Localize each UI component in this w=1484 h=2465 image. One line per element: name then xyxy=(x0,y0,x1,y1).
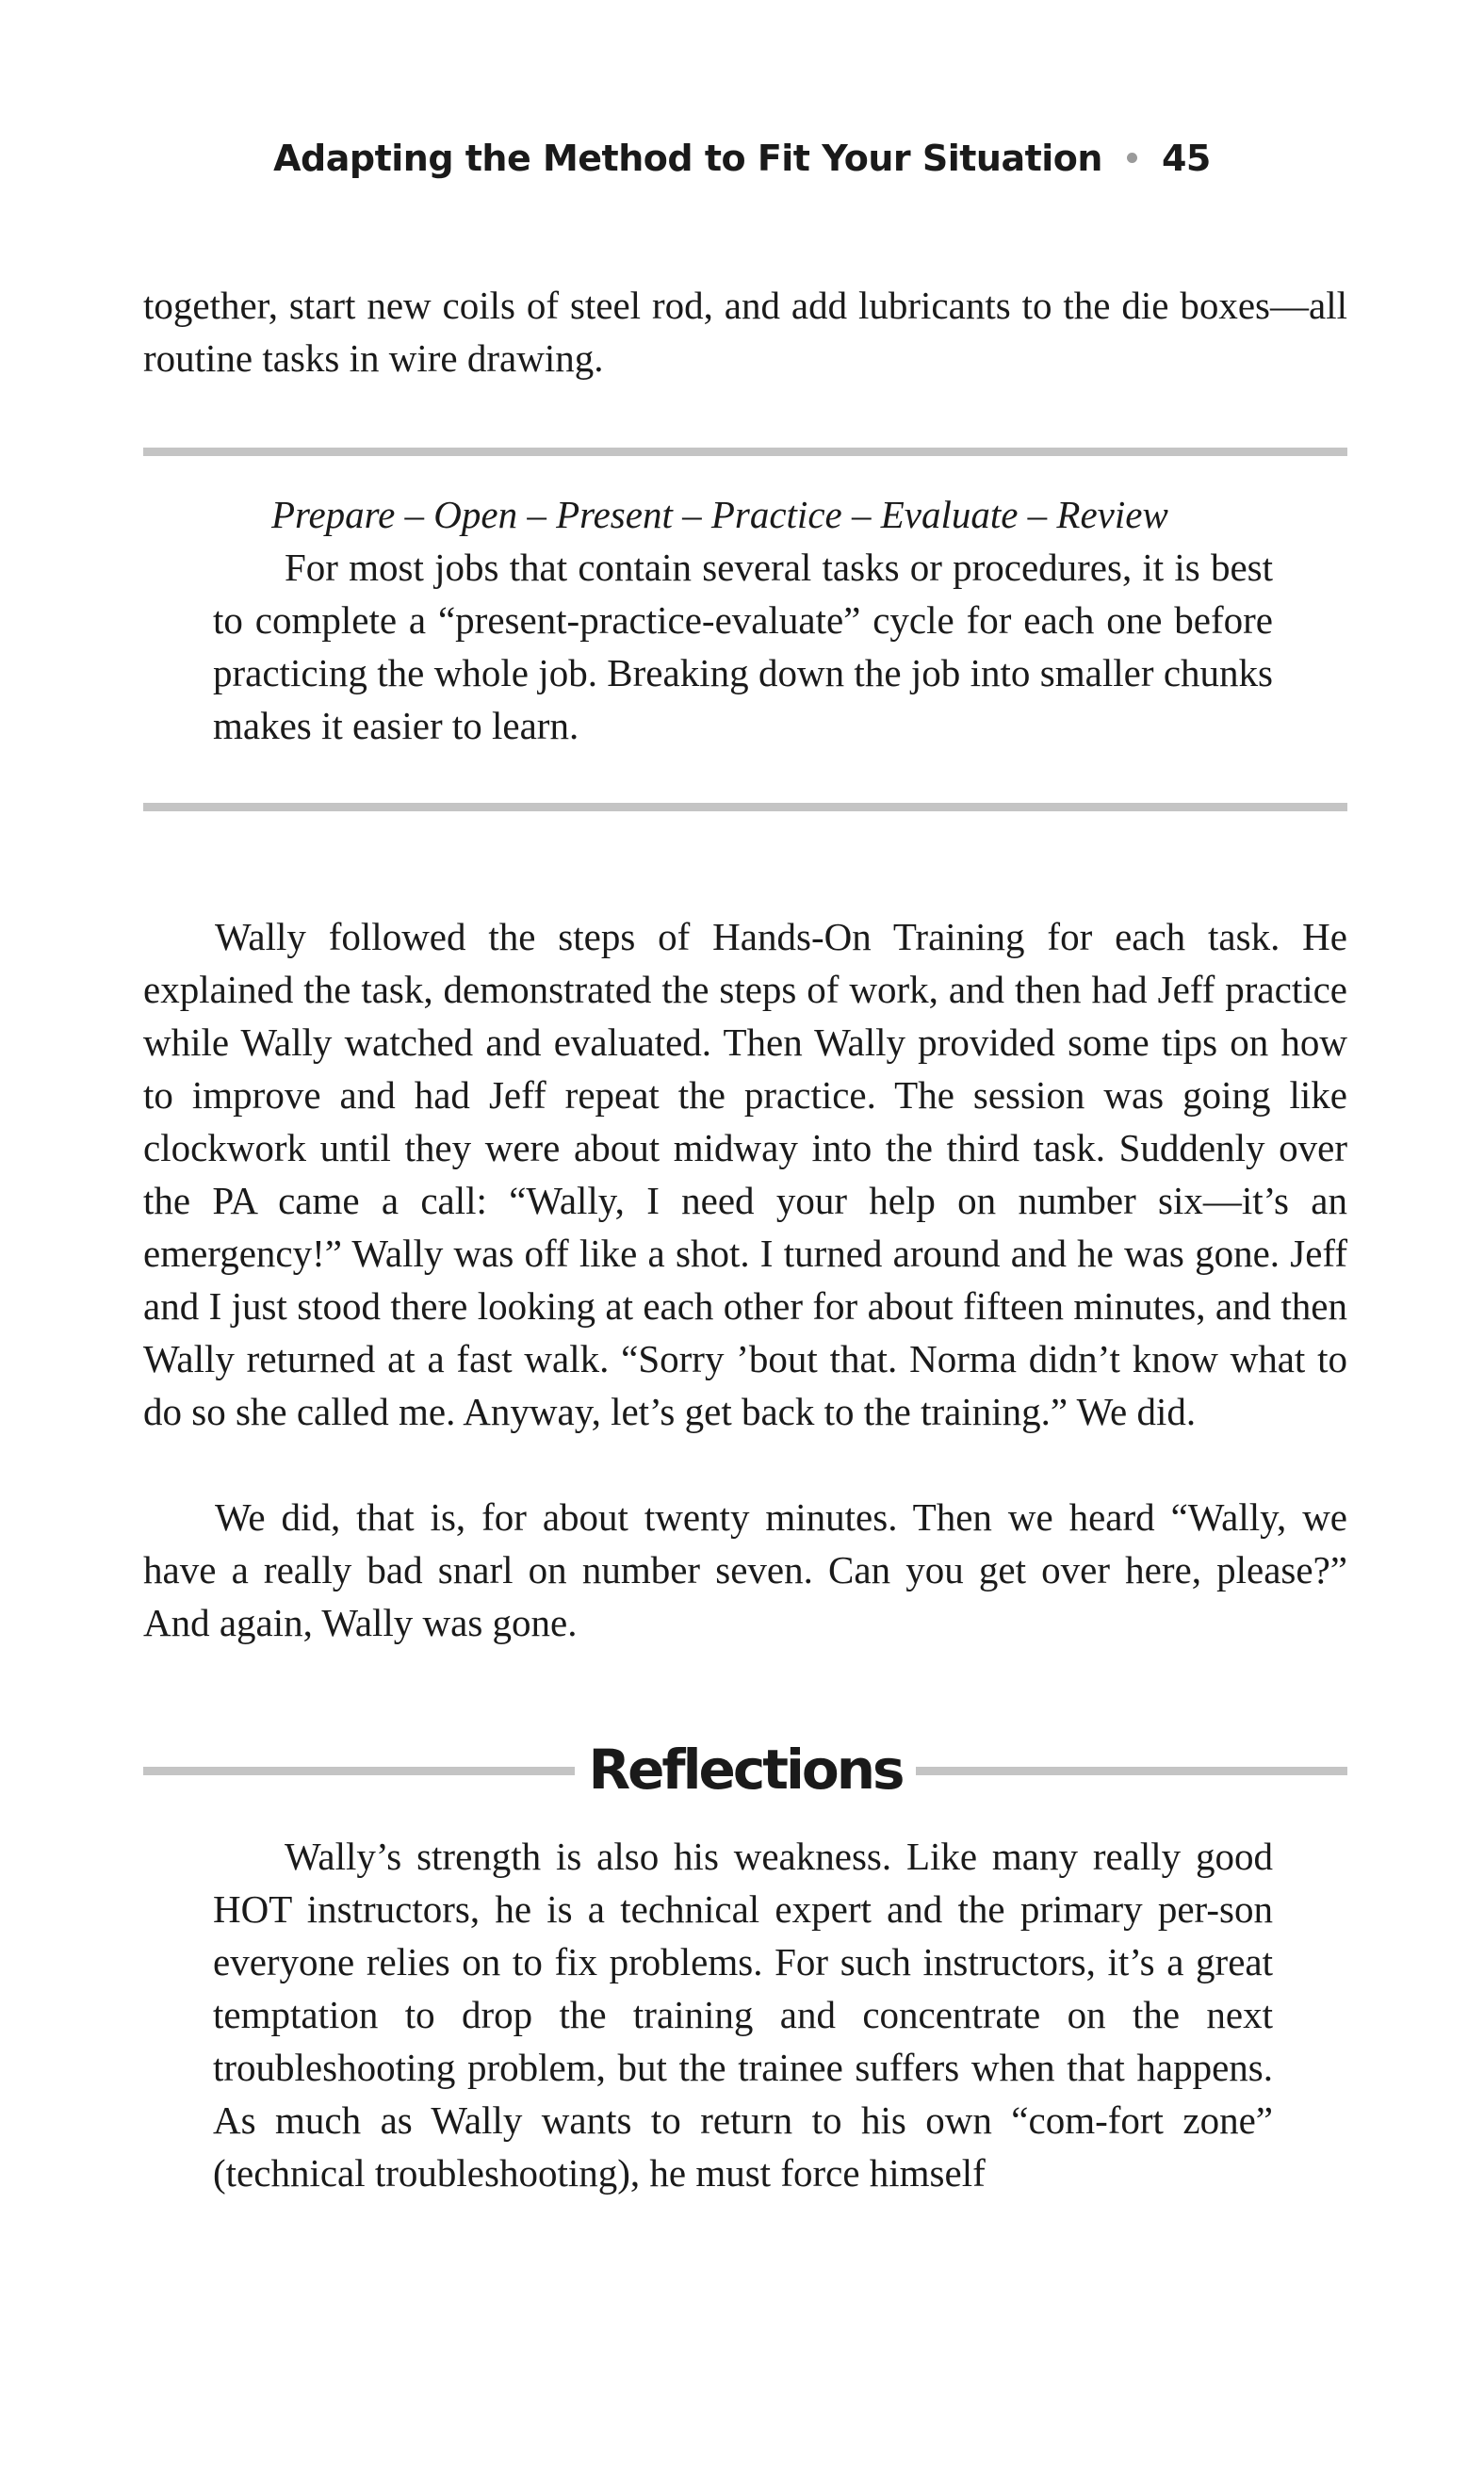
page-number: 45 xyxy=(1161,138,1211,179)
running-head-title: Adapting the Method to Fit Your Situation xyxy=(273,138,1102,179)
reflections-heading-row xyxy=(143,1732,1347,1807)
callout-title: Prepare – Open – Present – Practice – Evaluate – Review xyxy=(271,493,1168,536)
callout-bottom-rule xyxy=(143,803,1347,811)
heading-rule-left xyxy=(143,1767,575,1775)
callout-text: For most jobs that contain several tasks or procedures, it is best to complete a “present-practice-evaluate” cycle for each one before practicing the whole job. Breaking down the job into smaller chunks makes it easier to learn. xyxy=(213,546,1273,747)
reflections-paragraph: Wally’s strength is also his weakness. Like many really good HOT instructors, he is a technical expert and the primary per-son everyone relies on to fix problems. For such instructors, it’s a great temptation to drop the training and concentrate on the next troubleshooting problem, but the trainee suffers when that happens. As much as Wally wants to return to his own “com-fort zone” (technical troubleshooting), he must force himself xyxy=(213,1835,1273,2195)
story-paragraph-2: We did, that is, for about twenty minutes. Then we heard “Wally, we have a really bad snarl on number seven. Can you get over here, please?” And again, Wally was gone. xyxy=(143,1495,1347,1644)
reflections-heading: Reflections xyxy=(588,1738,903,1802)
story-paragraph-1: Wally followed the steps of Hands-On Training for each task. He explained the task, demonstrated the steps of work, and then had Jeff practice while Wally watched and evaluated. Then Wally provided some tips on how to improve and had Jeff repeat the practice. The session was going like clockwork until they were about midway into the third task. Suddenly over the PA came a call: “Wally, I need your help on number six—it’s an emergency!” Wally was off like a shot. I turned around and he was gone. Jeff and I just stood there looking at each other for about fifteen minutes, and then Wally returned at a fast walk. “Sorry ’bout that. Norma didn’t know what to do so she called me. Anyway, let’s get back to the training.” We did. xyxy=(143,915,1347,1433)
callout-top-rule xyxy=(143,448,1347,456)
continuation-paragraph: together, start new coils of steel rod, and add lubricants to the die boxes—all routine tasks in wire drawing. xyxy=(143,284,1347,380)
heading-rule-right xyxy=(916,1767,1347,1775)
running-head xyxy=(0,138,1484,179)
bullet-separator-icon xyxy=(1127,153,1137,163)
